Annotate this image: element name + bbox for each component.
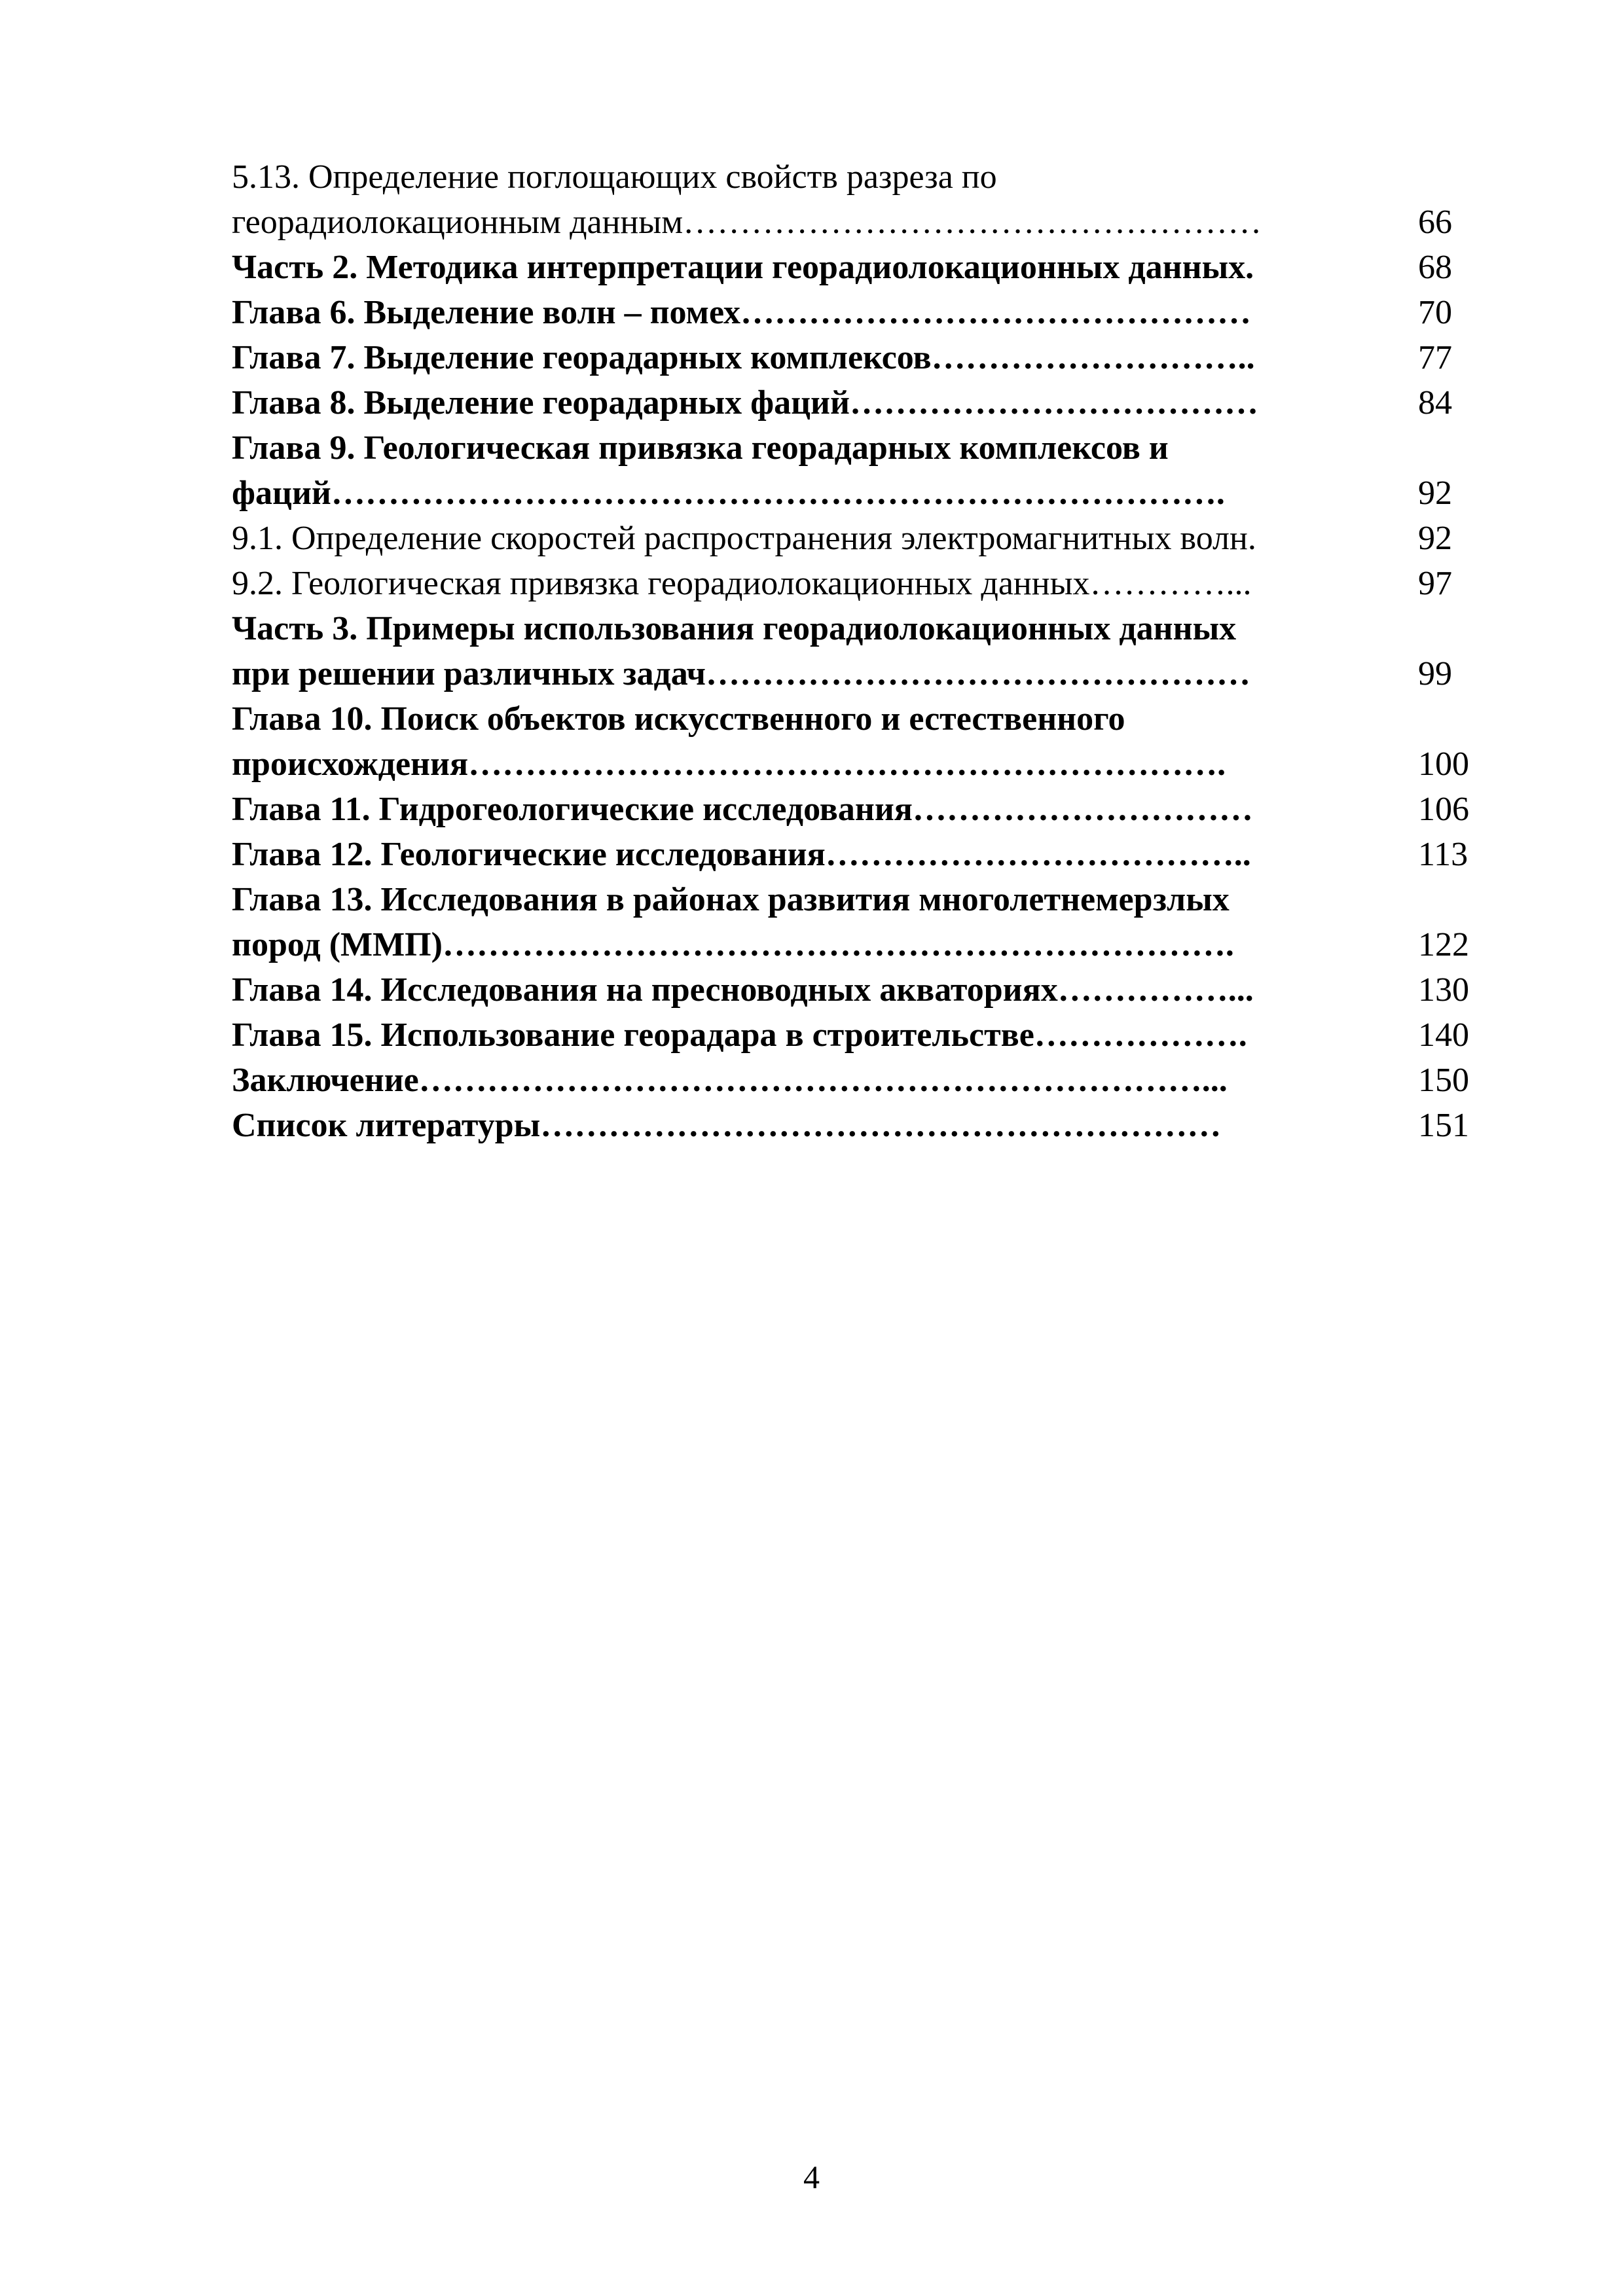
toc-entry-page: 113 [1418, 836, 1468, 873]
toc-entry-title: Глава 13. Исследования в районах развития многолетнемерзлых [232, 881, 1230, 918]
toc-entry-page: 130 [1418, 971, 1469, 1009]
toc-entry-title: Глава 7. Выделение георадарных комплексов……………………….. [232, 339, 1255, 376]
toc-entry-title: Часть 3. Примеры использования георадиолокационных данных [232, 610, 1237, 647]
toc-entry-page: 70 [1418, 294, 1452, 331]
toc-entry-page: 97 [1418, 565, 1452, 602]
toc-entry-title: пород (ММП)……………………………………………………………. [232, 926, 1234, 963]
toc-entry[interactable] [232, 425, 1476, 471]
toc-entry[interactable] [232, 967, 1476, 1013]
toc-entry[interactable] [232, 154, 1476, 200]
toc-entry-page: 77 [1418, 339, 1452, 376]
table-of-contents [232, 154, 1476, 1148]
toc-entry[interactable] [232, 651, 1476, 696]
toc-entry-page: 92 [1418, 475, 1452, 512]
toc-entry-page: 122 [1418, 926, 1469, 963]
toc-entry-title: Глава 9. Геологическая привязка георадарных комплексов и [232, 429, 1169, 467]
toc-entry[interactable] [232, 335, 1476, 380]
toc-entry[interactable] [232, 696, 1476, 742]
toc-entry[interactable] [232, 245, 1476, 290]
toc-entry-page: 106 [1418, 791, 1469, 828]
toc-entry-title: 9.2. Геологическая привязка георадиолокационных данных…………... [232, 565, 1252, 602]
toc-entry[interactable] [232, 561, 1476, 606]
toc-entry-title: Глава 8. Выделение георадарных фаций……………………………… [232, 384, 1258, 422]
toc-entry[interactable] [232, 471, 1476, 516]
toc-entry-title: георадиолокационным данным…………………………………………… [232, 204, 1262, 241]
page-number: 4 [803, 2159, 820, 2195]
toc-entry-title: фаций……………………………………………………………………. [232, 475, 1225, 512]
toc-entry-page: 100 [1418, 745, 1469, 783]
toc-entry[interactable] [232, 832, 1476, 877]
toc-entry-page: 140 [1418, 1016, 1469, 1054]
toc-entry-page: 84 [1418, 384, 1452, 422]
toc-entry-title: 5.13. Определение поглощающих свойств разреза по [232, 158, 997, 196]
toc-entry[interactable] [232, 1058, 1476, 1103]
toc-entry-page: 92 [1418, 520, 1452, 557]
toc-entry-title: Глава 14. Исследования на пресноводных акваториях……………... [232, 971, 1254, 1009]
toc-entry-page: 66 [1418, 204, 1452, 241]
toc-entry-title: Глава 6. Выделение волн – помех……………………………………… [232, 294, 1252, 331]
toc-entry-title: Глава 10. Поиск объектов искусственного и естественного [232, 700, 1125, 738]
toc-entry[interactable] [232, 1103, 1476, 1148]
toc-entry-title: Глава 11. Гидрогеологические исследования………………………… [232, 791, 1253, 828]
toc-entry[interactable] [232, 787, 1476, 832]
toc-entry-title: Глава 15. Использование георадара в строительстве………………. [232, 1016, 1247, 1054]
toc-entry-title: Заключение……………………………………………………………... [232, 1062, 1228, 1099]
toc-entry[interactable] [232, 922, 1476, 967]
toc-entry[interactable] [232, 877, 1476, 922]
toc-entry[interactable] [232, 1013, 1476, 1058]
toc-entry[interactable] [232, 380, 1476, 425]
toc-entry[interactable] [232, 516, 1476, 561]
toc-entry-title: Глава 12. Геологические исследования……………………………….. [232, 836, 1251, 873]
toc-entry-title: Часть 2. Методика интерпретации георадиолокационных данных. [232, 249, 1254, 286]
toc-entry[interactable] [232, 200, 1476, 245]
toc-entry-page: 151 [1418, 1107, 1469, 1144]
toc-entry[interactable] [232, 290, 1476, 335]
toc-entry-page: 99 [1418, 655, 1452, 692]
toc-entry-page: 150 [1418, 1062, 1469, 1099]
toc-entry-title: Список литературы…………………………………………………… [232, 1107, 1222, 1144]
toc-entry[interactable] [232, 606, 1476, 651]
toc-entry-title: 9.1. Определение скоростей распространения электромагнитных волн. [232, 520, 1256, 557]
toc-entry-page: 68 [1418, 249, 1452, 286]
toc-entry[interactable] [232, 742, 1476, 787]
toc-entry-title: при решении различных задач………………………………………… [232, 655, 1250, 692]
toc-entry-title: происхождения…………………………………………………………. [232, 745, 1226, 783]
